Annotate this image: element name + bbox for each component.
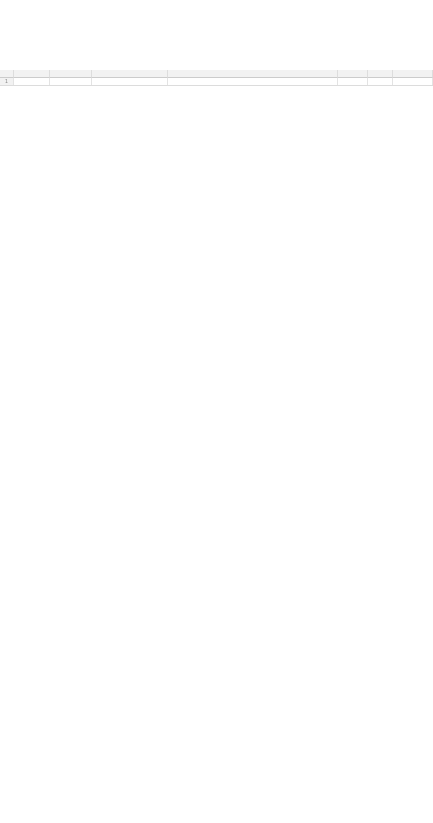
column-header-b[interactable]	[50, 70, 92, 78]
column-header-d[interactable]	[168, 70, 338, 78]
row-number: 1	[0, 78, 14, 85]
header-row	[0, 78, 433, 86]
column-header-g[interactable]	[393, 70, 433, 78]
header-code[interactable]	[50, 78, 92, 85]
app-header	[0, 0, 433, 80]
table-title[interactable]	[168, 78, 338, 85]
header-qty[interactable]	[393, 78, 433, 85]
header-unit[interactable]	[368, 78, 393, 85]
header-level[interactable]	[14, 78, 50, 85]
column-header-e[interactable]	[338, 70, 368, 78]
column-header-f[interactable]	[368, 70, 393, 78]
header-blank[interactable]	[92, 78, 168, 85]
column-header-a[interactable]	[14, 70, 50, 78]
corner-cell	[0, 70, 14, 78]
column-header-c[interactable]	[92, 70, 168, 78]
header-scope[interactable]	[338, 78, 368, 85]
